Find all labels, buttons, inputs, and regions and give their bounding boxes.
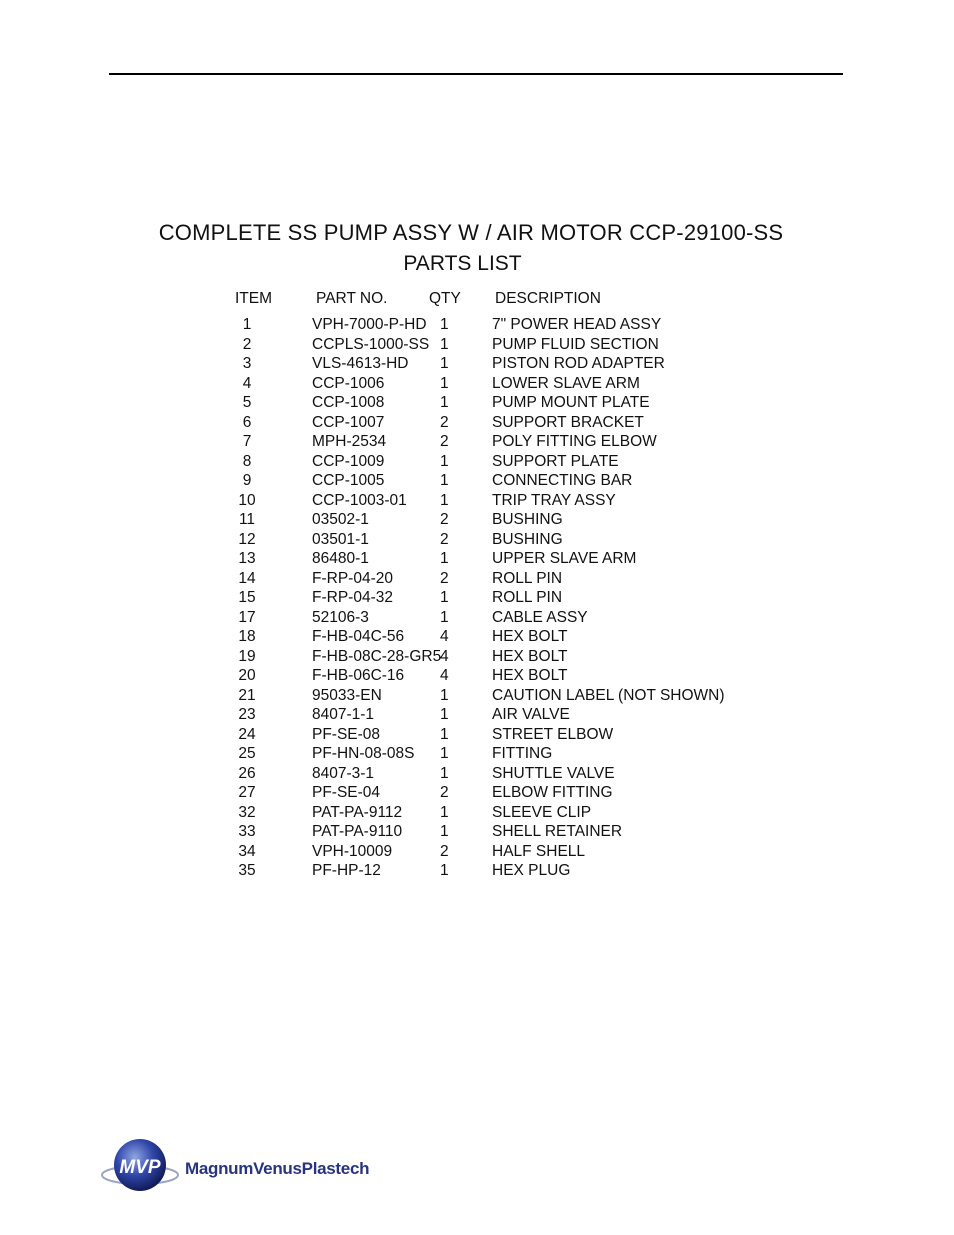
qty-cell: 1 <box>440 550 449 567</box>
part-number-cell: CCP-1003-01 <box>312 491 407 509</box>
svg-text:MVP: MVP <box>119 1157 161 1178</box>
description-cell: FITTING <box>492 745 553 762</box>
part-number-cell: PF-SE-04 <box>312 784 381 801</box>
description-cell: PISTON ROD ADAPTER <box>492 355 665 372</box>
item-cell: 32 <box>238 803 256 821</box>
part-number-cell: 8407-3-1 <box>312 764 375 782</box>
table-row <box>0 354 954 374</box>
qty-cell: 1 <box>440 589 449 606</box>
table-row <box>0 803 954 823</box>
description-cell: HALF SHELL <box>492 842 586 860</box>
part-number-cell: F-RP-04-32 <box>312 589 393 606</box>
table-row <box>0 393 954 413</box>
table-row <box>0 588 954 608</box>
table-row <box>0 783 954 803</box>
item-cell: 25 <box>238 745 256 762</box>
table-row <box>0 647 954 667</box>
description-cell: UPPER SLAVE ARM <box>492 550 637 567</box>
description-cell: AIR VALVE <box>492 706 570 723</box>
item-cell: 34 <box>238 842 256 860</box>
item-cell: 17 <box>238 608 256 626</box>
item-cell: 5 <box>242 394 252 411</box>
qty-cell: 1 <box>440 452 449 470</box>
table-row <box>0 413 954 433</box>
part-number-cell: 95033-EN <box>312 686 382 704</box>
qty-cell: 1 <box>440 491 449 509</box>
part-number-cell: PF-HN-08-08S <box>312 745 415 762</box>
item-cell: 13 <box>238 550 256 567</box>
part-number-cell: PAT-PA-9112 <box>312 803 403 821</box>
part-number-cell: PAT-PA-9110 <box>312 823 403 840</box>
part-number-cell: CCP-1007 <box>312 413 385 431</box>
table-row <box>0 374 954 394</box>
description-cell: BUSHING <box>492 511 563 528</box>
item-cell: 26 <box>238 764 256 782</box>
qty-cell: 2 <box>440 413 449 431</box>
description-cell: CABLE ASSY <box>492 608 588 626</box>
description-cell: HEX PLUG <box>492 862 571 879</box>
description-cell: SLEEVE CLIP <box>492 803 592 821</box>
description-cell: PUMP MOUNT PLATE <box>492 394 650 411</box>
qty-cell: 1 <box>440 472 449 489</box>
item-cell: 11 <box>238 511 256 528</box>
item-cell: 33 <box>238 823 256 840</box>
qty-cell: 2 <box>440 433 449 450</box>
qty-cell: 1 <box>440 374 449 392</box>
description-cell: PUMP FLUID SECTION <box>492 335 659 353</box>
part-number-cell: PF-HP-12 <box>312 862 381 879</box>
item-cell: 12 <box>238 530 256 548</box>
table-row <box>0 822 954 842</box>
description-cell: HEX BOLT <box>492 667 568 684</box>
item-cell: 8 <box>242 452 252 470</box>
table-row <box>0 510 954 530</box>
part-number-cell: MPH-2534 <box>312 433 387 450</box>
column-header-item: ITEM <box>235 290 273 307</box>
qty-cell: 1 <box>440 725 449 743</box>
part-number-cell: 03502-1 <box>312 511 369 528</box>
item-cell: 4 <box>242 374 252 392</box>
table-row <box>0 608 954 628</box>
qty-cell: 1 <box>440 394 449 411</box>
column-header-part: PART NO. <box>316 290 388 307</box>
table-row <box>0 549 954 569</box>
qty-cell: 2 <box>440 530 449 548</box>
part-number-cell: VLS-4613-HD <box>312 355 409 372</box>
qty-cell: 4 <box>440 628 449 645</box>
qty-cell: 1 <box>440 316 449 333</box>
table-row <box>0 315 954 335</box>
page-title: COMPLETE SS PUMP ASSY W / AIR MOTOR CCP-29100-SS <box>158 220 784 245</box>
item-cell: 24 <box>238 725 256 743</box>
table-row <box>0 666 954 686</box>
item-cell: 15 <box>238 589 256 606</box>
part-number-cell: PF-SE-08 <box>312 725 381 743</box>
table-row <box>0 686 954 706</box>
description-cell: TRIP TRAY ASSY <box>492 491 616 509</box>
item-cell: 21 <box>238 686 256 704</box>
item-cell: 18 <box>238 628 256 645</box>
item-cell: 35 <box>238 862 256 879</box>
item-cell: 19 <box>238 647 256 665</box>
table-row <box>0 432 954 452</box>
table-row <box>0 627 954 647</box>
parts-table <box>0 315 954 881</box>
qty-cell: 4 <box>440 647 449 665</box>
item-cell: 1 <box>242 316 252 333</box>
table-row <box>0 861 954 881</box>
item-cell: 9 <box>242 472 252 489</box>
part-number-cell: F-HB-06C-16 <box>312 667 405 684</box>
company-name: MagnumVenusPlastech <box>185 1159 370 1178</box>
table-row <box>0 842 954 862</box>
description-cell: ELBOW FITTING <box>492 784 613 801</box>
table-row <box>0 335 954 355</box>
description-cell: SHUTTLE VALVE <box>492 764 615 782</box>
item-cell: 6 <box>242 413 252 431</box>
description-cell: 7" POWER HEAD ASSY <box>492 316 662 333</box>
part-number-cell: 52106-3 <box>312 608 369 626</box>
table-row <box>0 452 954 472</box>
qty-cell: 1 <box>440 355 449 372</box>
description-cell: LOWER SLAVE ARM <box>492 374 640 392</box>
table-row <box>0 744 954 764</box>
description-cell: SUPPORT PLATE <box>492 452 619 470</box>
description-cell: ROLL PIN <box>492 569 563 587</box>
part-number-cell: 03501-1 <box>312 530 369 548</box>
part-number-cell: VPH-10009 <box>312 842 393 860</box>
qty-cell: 1 <box>440 608 449 626</box>
part-number-cell: 8407-1-1 <box>312 706 375 723</box>
description-cell: HEX BOLT <box>492 647 568 665</box>
qty-cell: 1 <box>440 823 449 840</box>
qty-cell: 1 <box>440 862 449 879</box>
description-cell: POLY FITTING ELBOW <box>492 433 657 450</box>
table-row <box>0 764 954 784</box>
qty-cell: 2 <box>440 784 449 801</box>
part-number-cell: CCP-1008 <box>312 394 385 411</box>
column-header-qty: QTY <box>429 290 461 307</box>
part-number-cell: F-RP-04-20 <box>312 569 393 587</box>
item-cell: 27 <box>238 784 256 801</box>
item-cell: 2 <box>242 335 252 353</box>
part-number-cell: CCP-1005 <box>312 472 385 489</box>
table-row <box>0 471 954 491</box>
description-cell: HEX BOLT <box>492 628 568 645</box>
part-number-cell: 86480-1 <box>312 550 369 567</box>
part-number-cell: VPH-7000-P-HD <box>312 316 427 333</box>
description-cell: BUSHING <box>492 530 563 548</box>
part-number-cell: CCP-1009 <box>312 452 385 470</box>
table-row <box>0 725 954 745</box>
qty-cell: 2 <box>440 842 449 860</box>
item-cell: 20 <box>238 667 256 684</box>
item-cell: 7 <box>242 433 252 450</box>
item-cell: 14 <box>238 569 256 587</box>
part-number-cell: F-HB-08C-28-GR5 <box>312 647 442 665</box>
description-cell: SUPPORT BRACKET <box>492 413 644 431</box>
table-row <box>0 530 954 550</box>
part-number-cell: CCPLS-1000-SS <box>312 335 430 353</box>
qty-cell: 4 <box>440 667 449 684</box>
qty-cell: 2 <box>440 569 449 587</box>
item-cell: 23 <box>238 706 256 723</box>
qty-cell: 1 <box>440 686 449 704</box>
part-number-cell: CCP-1006 <box>312 374 385 392</box>
description-cell: STREET ELBOW <box>492 725 614 743</box>
page-subtitle: PARTS LIST <box>403 252 522 275</box>
header-rule <box>109 73 843 75</box>
part-number-cell: F-HB-04C-56 <box>312 628 405 645</box>
table-row <box>0 491 954 511</box>
table-row <box>0 705 954 725</box>
qty-cell: 1 <box>440 803 449 821</box>
description-cell: SHELL RETAINER <box>492 823 623 840</box>
qty-cell: 1 <box>440 706 449 723</box>
qty-cell: 1 <box>440 745 449 762</box>
column-header-description: DESCRIPTION <box>495 290 601 307</box>
item-cell: 3 <box>242 355 252 372</box>
description-cell: CAUTION LABEL (NOT SHOWN) <box>492 686 725 704</box>
description-cell: CONNECTING BAR <box>492 472 633 489</box>
qty-cell: 2 <box>440 511 449 528</box>
table-row <box>0 569 954 589</box>
description-cell: ROLL PIN <box>492 589 563 606</box>
item-cell: 10 <box>238 491 256 509</box>
qty-cell: 1 <box>440 335 449 353</box>
qty-cell: 1 <box>440 764 449 782</box>
